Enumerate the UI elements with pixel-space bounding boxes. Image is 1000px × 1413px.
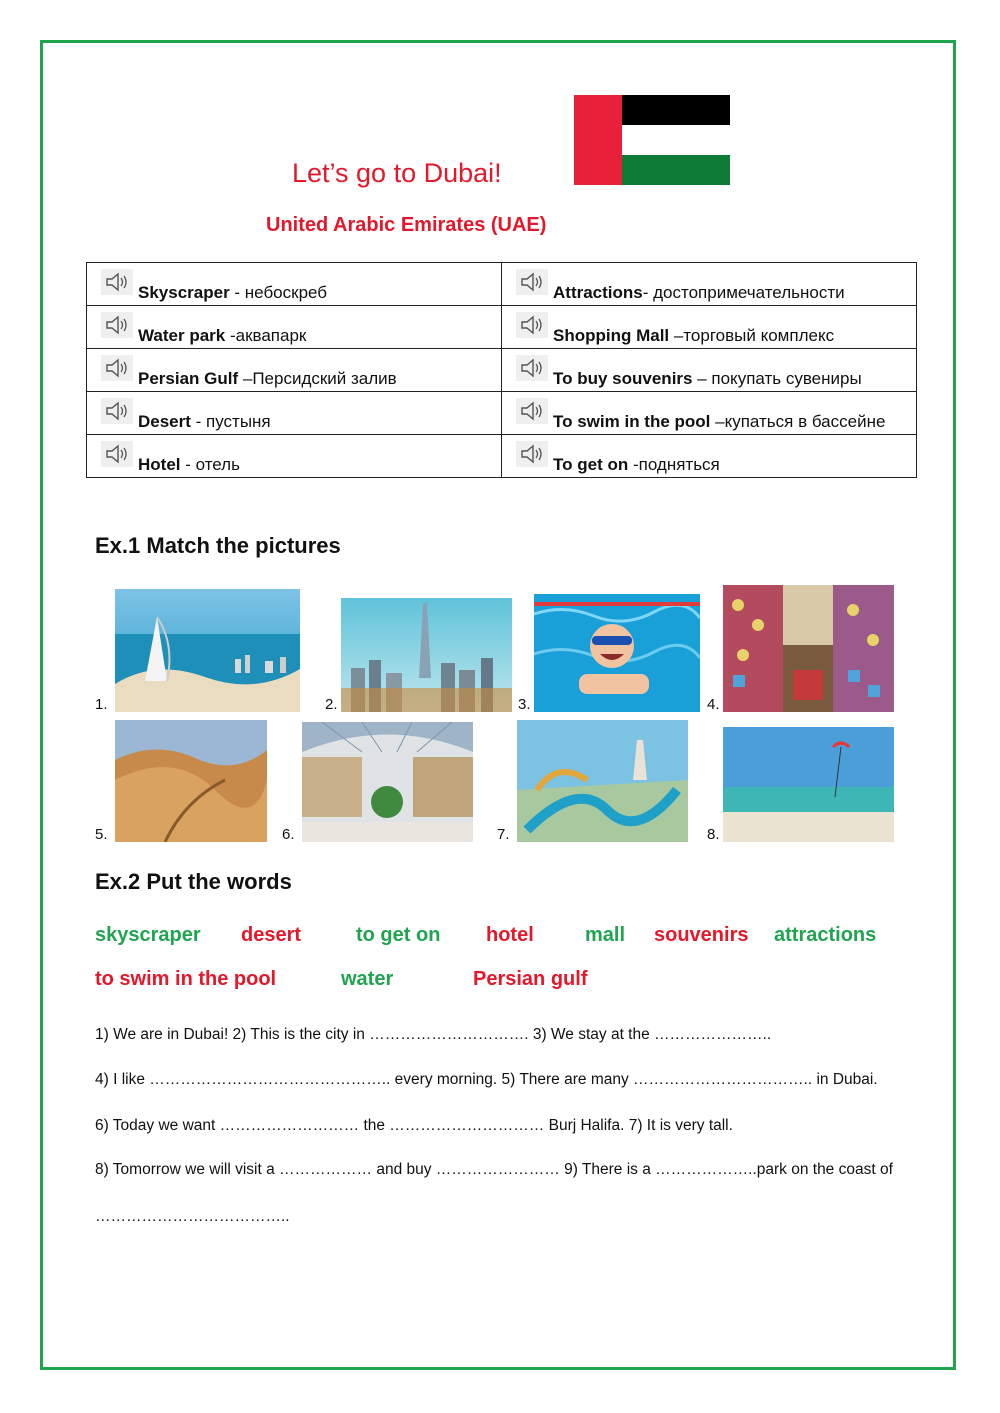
vocab-entry: [502, 411, 916, 434]
picture-number: 1.: [95, 696, 108, 713]
vocab-translation: -подняться: [628, 455, 720, 474]
vocab-entry: [502, 368, 916, 391]
vocab-term: Desert: [138, 412, 191, 431]
vocab-row: [87, 392, 917, 435]
exercise-sentence[interactable]: 1) We are in Dubai! 2) This is the city in …………………………. 3) We stay at the …………………..: [95, 1026, 772, 1043]
word-bank-item: attractions: [774, 924, 877, 946]
vocab-term: To get on: [553, 455, 629, 474]
vocab-term: Shopping Mall: [553, 326, 670, 345]
vocab-entry: [87, 454, 501, 477]
picture-number: 3.: [518, 696, 531, 713]
vocabulary-table: [86, 262, 917, 478]
page-title: Let’s go to Dubai!: [292, 158, 502, 188]
vocab-cell: [87, 392, 502, 435]
vocab-translation: –Персидский залив: [238, 369, 397, 388]
speaker-icon[interactable]: [101, 355, 133, 381]
vocab-row: [87, 263, 917, 306]
word-bank-item: souvenirs: [654, 924, 749, 946]
flag-white-stripe: [622, 125, 730, 155]
exercise-sentence[interactable]: ………………………………..: [95, 1208, 290, 1225]
vocab-entry: [87, 411, 501, 434]
vocab-cell: [502, 306, 917, 349]
speaker-icon[interactable]: [516, 312, 548, 338]
speaker-icon[interactable]: [101, 398, 133, 424]
word-bank-item: mall: [585, 924, 626, 946]
flag-red-band: [574, 95, 622, 185]
picture-souvenir-market[interactable]: [723, 585, 894, 712]
speaker-icon[interactable]: [516, 355, 548, 381]
speaker-icon[interactable]: [516, 441, 548, 467]
vocab-entry: [502, 282, 916, 305]
picture-number: 6.: [282, 826, 295, 843]
speaker-icon[interactable]: [101, 441, 133, 467]
vocab-cell: [502, 435, 917, 478]
vocab-translation: - пустыня: [190, 412, 271, 431]
vocab-entry: [87, 325, 501, 348]
picture-water-park[interactable]: [517, 720, 688, 842]
vocab-row: [87, 349, 917, 392]
vocab-cell: [87, 435, 502, 478]
vocab-term: Persian Gulf: [138, 369, 239, 388]
vocab-entry: [87, 282, 501, 305]
word-bank-item: to swim in the pool: [95, 968, 277, 990]
exercise-sentence[interactable]: 4) I like ……………………………………….. every morning. 5) There are many …………………………….. in Dubai.: [95, 1071, 878, 1088]
vocab-term: Water park: [138, 326, 226, 345]
vocab-term: Skyscraper: [138, 283, 230, 302]
vocab-term: Hotel: [138, 455, 181, 474]
vocab-translation: – покупать сувениры: [692, 369, 862, 388]
vocab-translation: - достопримечательности: [642, 283, 845, 302]
word-bank-item: water: [341, 968, 394, 990]
vocab-term: Attractions: [553, 283, 643, 302]
uae-flag: [574, 95, 730, 185]
speaker-icon[interactable]: [516, 398, 548, 424]
exercise-sentence[interactable]: 8) Tomorrow we will visit a ……………… and buy …………………… 9) There is a ………………..park on the coast of: [95, 1161, 893, 1178]
vocab-term: To buy souvenirs: [553, 369, 693, 388]
vocab-cell: [502, 263, 917, 306]
picture-number: 4.: [707, 696, 720, 713]
picture-burj-khalifa[interactable]: [341, 598, 512, 712]
speaker-icon[interactable]: [101, 312, 133, 338]
speaker-icon[interactable]: [516, 269, 548, 295]
vocab-cell: [502, 349, 917, 392]
vocab-translation: - отель: [180, 455, 240, 474]
ex2-heading: Ex.2 Put the words: [95, 869, 292, 894]
word-bank-item: hotel: [486, 924, 534, 946]
picture-number: 5.: [95, 826, 108, 843]
vocab-entry: [87, 368, 501, 391]
flag-black-stripe: [622, 95, 730, 125]
flag-green-stripe: [622, 155, 730, 185]
vocab-row: [87, 306, 917, 349]
vocab-cell: [87, 349, 502, 392]
picture-burj-al-arab[interactable]: [115, 589, 300, 712]
vocab-entry: [502, 325, 916, 348]
vocab-translation: -аквапарк: [225, 326, 307, 345]
ex1-heading: Ex.1 Match the pictures: [95, 533, 341, 558]
picture-number: 7.: [497, 826, 510, 843]
word-bank-item: desert: [241, 924, 302, 946]
picture-number: 8.: [707, 826, 720, 843]
page-subtitle: United Arabic Emirates (UAE): [266, 214, 547, 236]
word-bank-item: to get on: [356, 924, 441, 946]
vocab-term: To swim in the pool: [553, 412, 711, 431]
picture-shopping-mall[interactable]: [302, 722, 473, 842]
picture-desert[interactable]: [115, 720, 267, 842]
vocab-cell: [87, 263, 502, 306]
picture-number: 2.: [325, 696, 338, 713]
vocab-entry: [502, 454, 916, 477]
vocab-cell: [502, 392, 917, 435]
picture-swimming-pool[interactable]: [534, 594, 700, 712]
speaker-icon[interactable]: [101, 269, 133, 295]
picture-beach[interactable]: [723, 727, 894, 842]
word-bank-item: Persian gulf: [473, 968, 588, 990]
vocab-translation: –купаться в бассейне: [710, 412, 886, 431]
exercise-sentence[interactable]: 6) Today we want ……………………… the ………………………… Burj Halifa. 7) It is very tall.: [95, 1117, 733, 1134]
word-bank-item: skyscraper: [95, 924, 201, 946]
vocab-row: [87, 435, 917, 478]
vocab-cell: [87, 306, 502, 349]
vocab-translation: –торговый комплекс: [669, 326, 835, 345]
vocab-translation: - небоскреб: [229, 283, 328, 302]
